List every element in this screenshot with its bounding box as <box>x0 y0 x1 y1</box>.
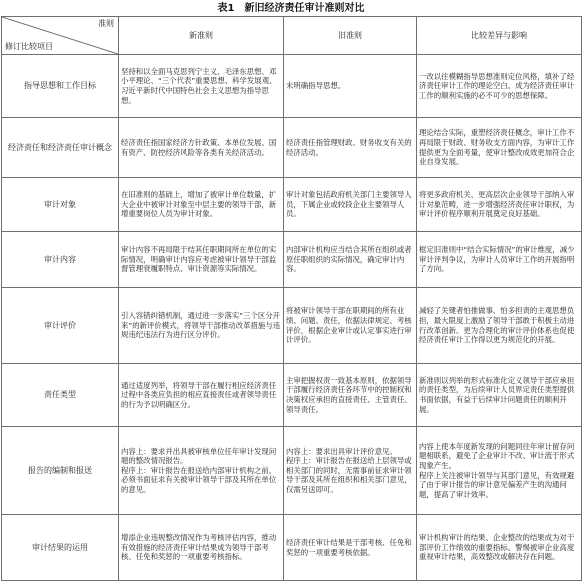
comparison-table <box>1 16 582 581</box>
row-item-label: 责任类型 <box>2 364 119 427</box>
new-standard-cell: 通过适度列举，将领导干部在履行相应经济责任过程中各类应负担的相应直接责任或者领导责任的行为予以明确区分。 <box>119 364 284 427</box>
old-standard-cell: 主审把握权责一致基本原则，依据领导干部履行经济责任各环节中的控制权和决策权应承担的直接责任、主管责任、领导责任。 <box>284 364 417 427</box>
new-standard-cell: 增添企业违规整改情况作为考核评估内容，推动有效措施的经济责任审计结果成为领导干部考核、任免和奖惩的一项重要考核指标。 <box>119 515 284 581</box>
column-header-new: 新准则 <box>119 17 284 55</box>
table-row <box>2 364 582 427</box>
table-row <box>2 288 582 364</box>
old-standard-cell: 经济责任指管理财政、财务收支有关的经济活动。 <box>284 118 417 178</box>
diagonal-header-bottom-label: 修订比较项目 <box>5 42 53 52</box>
difference-cell: 新准则以列举的形式标准化定义领导干部应承担的责任类型，为后续审计人员界定责任类型提供书面依据，有益于后续审计问题责任的顺利开展。 <box>417 364 582 427</box>
table-row <box>2 55 582 118</box>
column-header-diff: 比较差异与影响 <box>417 17 582 55</box>
difference-cell: 减轻了关键者怕推做事、怕多担责的主观思想负担，最大限度上激励了领导干部敢于积极主动进行改革创新。更为合理化的审计评价体系也促使经济责任审计工作得以更为规范化的开展。 <box>417 288 582 364</box>
table-row <box>2 178 582 232</box>
difference-cell: 一改以往模糊指导思想准则定位风格，填补了经济责任审计工作的理论空白。成为经济责任审计工作的顺利实施的必不可少的思想保障。 <box>417 55 582 118</box>
table-title: 表1 新旧经济责任审计准则对比 <box>217 3 365 14</box>
table-row <box>2 427 582 515</box>
table-row <box>2 515 582 581</box>
column-header-old: 旧准则 <box>284 17 417 55</box>
row-item-label: 经济责任和经济责任审计概念 <box>2 118 119 178</box>
old-standard-cell: 审计对象包括政府机关部门主要领导人员，下属企业或较段企业主要领导人员。 <box>284 178 417 232</box>
new-standard-cell: 内容上：要求并出具被审核单位任年审计发现问题的整改情况报告。 程序上：审计报告在报送给内部审计机构之前，必须书面征求有关被审计领导干部及其所在单位的意见。 <box>119 427 284 515</box>
new-standard-cell: 引入容错纠错机制，通过进一步落实“三个区分开来”的新评价模式，将领导干部推动改革措施与违规违纪违法行为进行区分评价。 <box>119 288 284 364</box>
row-item-label: 审计对象 <box>2 178 119 232</box>
old-standard-cell: 将被审计领导干部在职期间的所有业绩、问题、责任，依据法律规定、考核评价，根据企业审计或认定事实进行审计评价。 <box>284 288 417 364</box>
row-item-label: 指导思想和工作目标 <box>2 55 119 118</box>
table-row <box>2 232 582 288</box>
old-standard-cell: 内部审计机构应当结合其所在组织或者原任职组织的实际情况，确定审计内容。 <box>284 232 417 288</box>
old-standard-cell: 未明确指导思想。 <box>284 55 417 118</box>
row-item-label: 报告的编制和报送 <box>2 427 119 515</box>
new-standard-cell: 审计内容不再局限于结其任职期间所在单位的实际情况，明确审计内容应考虑被审计领导干部监督管理衰履职特点、审计资源等实际情况。 <box>119 232 284 288</box>
old-standard-cell: 经济责任审计结果是干部考核、任免和奖惩的一项重要考核依据。 <box>284 515 417 581</box>
difference-cell: 理论结合实际，重塑经济责任概念，审计工作不再局限于财政、财务收支方面内容，为审计工作提供更为全面考量，使审计整改成效更加符合企业自身发展。 <box>417 118 582 178</box>
diagonal-header-top-label: 准则 <box>98 19 114 28</box>
header-row <box>2 17 582 55</box>
new-standard-cell: 经济责任指国家经济方针政策、本单位发展、国有资产、防控经济风险等各类有关经济活动。 <box>119 118 284 178</box>
old-standard-cell: 内容上：要求出具审计评价意见。 程序上：审计报告在报送给上层领导或相关部门的同时，无需事前征求审计领导干部及其所在组织和相关部门意见，仅需另送即可。 <box>284 427 417 515</box>
difference-cell: 内容上使本年度新发现的问题同往年审计留存问题相联系，避免了企业审计不改、审计流于形式现象产生。 程序上关注被审计领导与其部门意见，有效规避了由于审计报告的审计意见偏差产生的沟通问题，提高了审计效率。 <box>417 427 582 515</box>
table-row <box>2 118 582 178</box>
difference-cell: 框定旧准则中“结合实际情况”的审计维度，减少审计评判争议，为审计人员审计工作的开展指明了方向。 <box>417 232 582 288</box>
row-item-label: 审计评价 <box>2 288 119 364</box>
diagonal-header-cell <box>2 17 119 55</box>
row-item-label: 审计内容 <box>2 232 119 288</box>
new-standard-cell: 在旧准则的基础上，增加了被审计单位数量，扩大企业中被审计对象至中层主要的领导干部，新增重要岗位人员为审计对象。 <box>119 178 284 232</box>
difference-cell: 将更多政府机关、更高层次企业领导干部纳入审计对象范畴，进一步增强经济责任审计职权，为审计评价程序顺利开展奠定良好基础。 <box>417 178 582 232</box>
new-standard-cell: 坚持和以全面马克思列宁主义、毛泽东思想、邓小平理论、“三个代表”重要思想、科学发展观、习近平新时代中国特色社会主义思想为指导思想。 <box>119 55 284 118</box>
difference-cell: 审计机构审计的结果、企业整改的结果成为对干部评价工作绩效的重要指标。警惕被审企业高度重视审计结果，高效整改或解决存在问题。 <box>417 515 582 581</box>
row-item-label: 审计结果的运用 <box>2 515 119 581</box>
